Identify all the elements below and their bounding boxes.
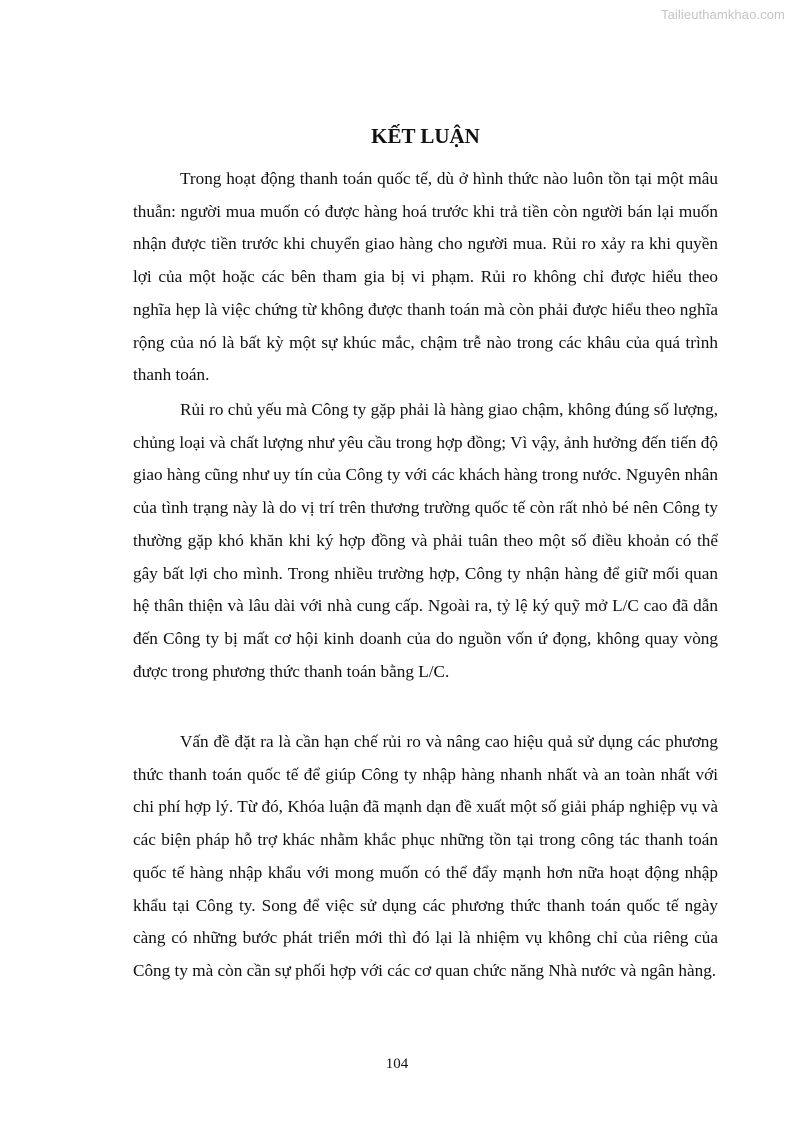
- paragraph-1: Trong hoạt động thanh toán quốc tế, dù ở hình thức nào luôn tồn tại một mâu thuẫn: người mua muốn có được hàng hoá trước khi trả tiền còn người bán lại muốn nhận được tiền trước khi chuyển giao hàng cho người mua. Rủi ro xảy ra khi quyền lợi của một hoặc các bên tham gia bị vi phạm. Rủi ro không chỉ được hiểu theo nghĩa hẹp là việc chứng từ không được thanh toán mà còn phải được hiểu theo nghĩa rộng của nó là bất kỳ một sự khúc mắc, chậm trễ nào trong các khâu của quá trình thanh toán.: [133, 169, 718, 385]
- page-title: KẾT LUẬN: [371, 124, 480, 148]
- paragraph-2: Rủi ro chủ yếu mà Công ty gặp phải là hàng giao chậm, không đúng số lượng, chủng loại và chất lượng như yêu cầu trong hợp đồng; Vì vậy, ảnh hưởng đến tiến độ giao hàng cũng như uy tín của Công ty với các khách hàng trong nước. Nguyên nhân của tình trạng này là do vị trí trên thương trường quốc tế còn rất nhỏ bé nên Công ty thường gặp khó khăn khi ký hợp đồng và phải tuân theo một số điều khoản có thể gây bất lợi cho mình. Trong nhiều trường hợp, Công ty nhận hàng để giữ mối quan hệ thân thiện và lâu dài với nhà cung cấp. Ngoài ra, tỷ lệ ký quỹ mở L/C cao đã dẫn đến Công ty bị mất cơ hội kinh doanh của do nguồn vốn ứ đọng, không quay vòng được trong phương thức thanh toán bằng L/C.: [133, 400, 718, 681]
- page-number: 104: [385, 1056, 409, 1072]
- watermark-text: Tailieuthamkhao.com: [660, 7, 785, 22]
- paragraph-3: Vấn đề đặt ra là cần hạn chế rủi ro và nâng cao hiệu quả sử dụng các phương thức thanh toán quốc tế để giúp Công ty nhập hàng nhanh nhất và an toàn nhất với chi phí hợp lý. Từ đó, Khóa luận đã mạnh dạn đề xuất một số giải pháp nghiệp vụ và các biện pháp hỗ trợ khác nhằm khắc phục những tồn tại trong công tác thanh toán quốc tế hàng nhập khẩu với mong muốn có thể đẩy mạnh hơn nữa hoạt động nhập khẩu tại Công ty. Song để việc sử dụng các phương thức thanh toán quốc tế ngày càng có những bước phát triển mới thì đó lại là nhiệm vụ không chỉ của riêng của Công ty mà còn cần sự phối hợp với các cơ quan chức năng Nhà nước và ngân hàng.: [133, 732, 718, 980]
